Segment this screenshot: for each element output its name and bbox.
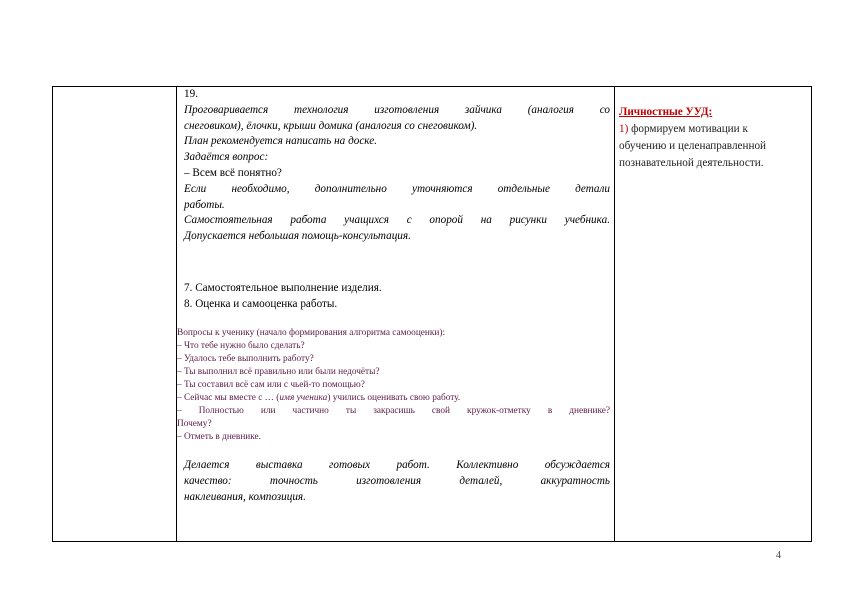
question-item: – Удалось тебе выполнить работу? (177, 353, 314, 364)
question-item: – Сейчас мы вместе с … (имя ученика) учились оценивать свою работу. (177, 393, 461, 404)
conclusion (180, 458, 610, 505)
student-questions (177, 327, 610, 445)
text-line: Если необходимо, дополнительно уточняются отдельные детали (184, 182, 610, 195)
page-number: 4 (776, 550, 781, 561)
text-line: Проговаривается технология изготовления зайчика (аналогия со (184, 103, 610, 116)
uud-line: познавательной деятельности. (619, 157, 764, 169)
text-line: План рекомендуется написать на доске. (184, 135, 378, 148)
uud-line: обучению и целенаправленной (619, 140, 767, 152)
text-line: снеговиком), ёлочки, крыши домика (аналогия со снеговиком). (184, 119, 478, 132)
question-item: – Ты выполнил всё правильно или были недочёты? (177, 366, 380, 377)
step-heading: 8. Оценка и самооценка работы. (184, 297, 338, 310)
step-heading: 7. Самостоятельное выполнение изделия. (184, 281, 382, 294)
uud-cell (619, 104, 809, 172)
uud-number: 1) (619, 123, 629, 135)
question-item: Почему? (177, 419, 212, 430)
text-line: – Всем всё понятно? (184, 166, 282, 179)
uud-line: 1) формируем мотивации к (619, 123, 748, 135)
text-line: Задаётся вопрос: (184, 151, 269, 164)
column-divider-right (614, 86, 615, 542)
text-line: Делается выставка готовых работ. Коллективно обсуждается (184, 459, 610, 472)
step-number: 19. (184, 88, 198, 100)
questions-title: Вопросы к ученику (начало формирования алгоритма самооценки): (177, 327, 446, 338)
text-line: Самостоятельная работа учащихся с опорой на рисунки учебника. (184, 214, 610, 227)
column-divider-left (176, 86, 177, 542)
question-item: – Ты составил всё сам или с чьей-то помощью? (177, 379, 365, 390)
uud-title: Личностные УУД: (619, 106, 713, 118)
activity-cell (177, 87, 610, 505)
question-item: – Полностью или частично ты закрасишь свой кружок-отметку в дневнике? (177, 406, 610, 417)
question-item: – Что тебе нужно было сделать? (177, 340, 305, 351)
text-line: работы. (184, 198, 225, 211)
text-line: наклеивания, композиция. (184, 490, 306, 503)
text-line: качество: точность изготовления деталей, аккуратность (184, 475, 610, 487)
text-line: Допускается небольшая помощь-консультация. (184, 230, 411, 243)
question-item: – Отметь в дневнике. (177, 432, 262, 443)
